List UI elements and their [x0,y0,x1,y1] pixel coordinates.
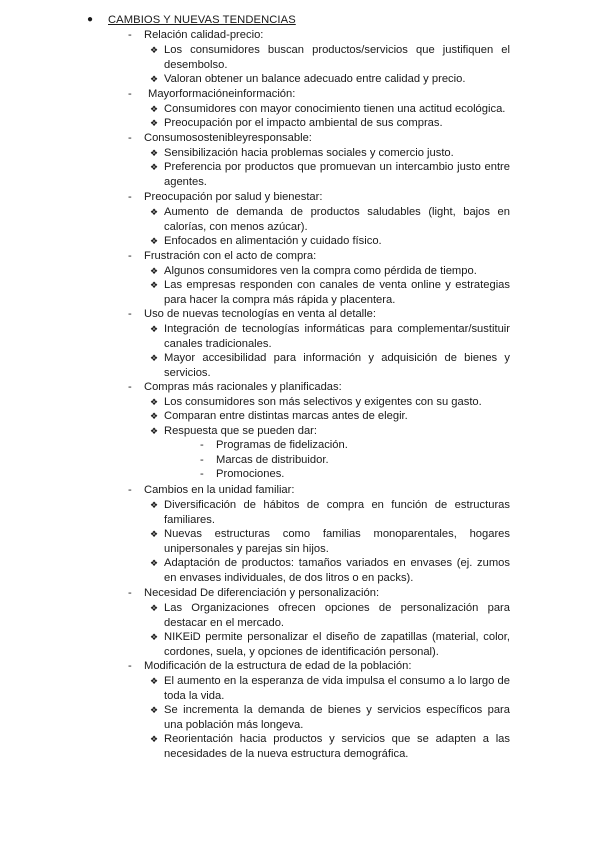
list-item [150,146,510,161]
heading-bullet: ● [87,14,94,25]
item-text: Las Organizaciones ofrecen opciones de personalización para destacar en el mercado. [164,602,510,629]
diamond-bullet-icon: ❖ [150,236,159,246]
section-dash: - [128,308,132,320]
list-item [150,43,510,72]
list-item [150,102,510,117]
item-text: Preferencia por productos que promuevan un intercambio justo entre agentes. [164,161,510,188]
section-title: Mayorformacióneinformación: [148,88,296,100]
section-title: Modificación de la estructura de edad de la población: [144,660,412,672]
section-dash: - [128,132,132,144]
section-dash: - [128,29,132,41]
list-item [150,72,510,87]
diamond-bullet-icon: ❖ [150,148,159,158]
section-title: Consumosostenibleyresponsable: [144,132,312,144]
item-text: Sensibilización hacia problemas sociales y comercio justo. [164,147,454,159]
sub-item-text: Programas de fidelización. [216,439,348,451]
sub-dash: - [200,454,204,466]
diamond-bullet-icon: ❖ [150,162,159,172]
list-item [150,601,510,630]
list-item [150,264,510,279]
list-item [150,630,510,659]
diamond-bullet-icon: ❖ [150,324,159,334]
item-text: Las empresas responden con canales de venta online y estrategias para hacer la compra más rápida y placentera. [164,279,510,306]
list-item [150,674,510,703]
section-dash: - [128,381,132,393]
sub-dash: - [200,439,204,451]
item-text: Comparan entre distintas marcas antes de elegir. [164,410,408,422]
diamond-bullet-icon: ❖ [150,104,159,114]
diamond-bullet-icon: ❖ [150,632,159,642]
section-title: Relación calidad-precio: [144,29,264,41]
item-text: Valoran obtener un balance adecuado entre calidad y precio. [164,73,466,85]
diamond-bullet-icon: ❖ [150,280,159,290]
list-item [150,424,510,439]
heading-title: CAMBIOS Y NUEVAS TENDENCIAS [108,14,296,26]
diamond-bullet-icon: ❖ [150,705,159,715]
section-dash: - [128,484,132,496]
item-text: Mayor accesibilidad para información y adquisición de bienes y servicios. [164,352,510,379]
item-text: Se incrementa la demanda de bienes y servicios específicos para una población más longeva. [164,704,510,731]
sub-dash: - [200,468,204,480]
item-text: Respuesta que se pueden dar: [164,425,318,437]
item-text: Los consumidores son más selectivos y exigentes con su gasto. [164,396,482,408]
item-text: Diversificación de hábitos de compra en función de estructuras familiares. [164,499,510,526]
sub-item-text: Marcas de distribuidor. [216,454,329,466]
item-text: Nuevas estructuras como familias monoparentales, hogares unipersonales y parejas sin hijos. [164,528,510,555]
section-dash: - [128,587,132,599]
list-item [150,498,510,527]
item-text: Reorientación hacia productos y servicios que se adapten a las necesidades de la nueva estructura demográfica. [164,733,510,760]
section-dash: - [128,660,132,672]
list-item [150,322,510,351]
list-item [150,116,510,131]
list-item [150,409,510,424]
item-text: Algunos consumidores ven la compra como pérdida de tiempo. [164,265,477,277]
section-dash: - [128,191,132,203]
diamond-bullet-icon: ❖ [150,353,159,363]
list-item [150,278,510,307]
diamond-bullet-icon: ❖ [150,529,159,539]
list-item [150,732,510,761]
diamond-bullet-icon: ❖ [150,500,159,510]
list-item [150,556,510,585]
section-title: Cambios en la unidad familiar: [144,484,295,496]
item-text: NIKEiD permite personalizar el diseño de zapatillas (material, color, cordones, suela, y opciones de identificación personal). [164,631,510,658]
section-dash: - [128,250,132,262]
section-title: Compras más racionales y planificadas: [144,381,342,393]
diamond-bullet-icon: ❖ [150,426,159,436]
list-item [150,205,510,234]
diamond-bullet-icon: ❖ [150,118,159,128]
diamond-bullet-icon: ❖ [150,45,159,55]
item-text: Aumento de demanda de productos saludables (light, bajos en calorías, con menos azúcar). [164,206,510,233]
list-item [150,527,510,556]
diamond-bullet-icon: ❖ [150,266,159,276]
item-text: Los consumidores buscan productos/servicios que justifiquen el desembolso. [164,44,510,71]
diamond-bullet-icon: ❖ [150,734,159,744]
section-title: Necesidad De diferenciación y personalización: [144,587,380,599]
item-text: El aumento en la esperanza de vida impulsa el consumo a lo largo de toda la vida. [164,675,510,702]
list-item [150,160,510,189]
diamond-bullet-icon: ❖ [150,411,159,421]
item-text: Preocupación por el impacto ambiental de sus compras. [164,117,443,129]
section-title: Preocupación por salud y bienestar: [144,191,323,203]
diamond-bullet-icon: ❖ [150,603,159,613]
diamond-bullet-icon: ❖ [150,397,159,407]
list-item [150,395,510,410]
diamond-bullet-icon: ❖ [150,207,159,217]
list-item [150,351,510,380]
section-dash: - [128,88,132,100]
list-item [150,234,510,249]
section-title: Frustración con el acto de compra: [144,250,317,262]
section-title: Uso de nuevas tecnologías en venta al detalle: [144,308,376,320]
item-text: Integración de tecnologías informáticas para complementar/sustituir canales tradicionales. [164,323,510,350]
sub-item-text: Promociones. [216,468,285,480]
list-item [150,703,510,732]
diamond-bullet-icon: ❖ [150,74,159,84]
item-text: Adaptación de productos: tamaños variados en envases (ej. zumos en envases individuales, de dos litros o en packs). [164,557,510,584]
diamond-bullet-icon: ❖ [150,676,159,686]
item-text: Enfocados en alimentación y cuidado físico. [164,235,382,247]
diamond-bullet-icon: ❖ [150,558,159,568]
item-text: Consumidores con mayor conocimiento tienen una actitud ecológica. [164,103,506,115]
